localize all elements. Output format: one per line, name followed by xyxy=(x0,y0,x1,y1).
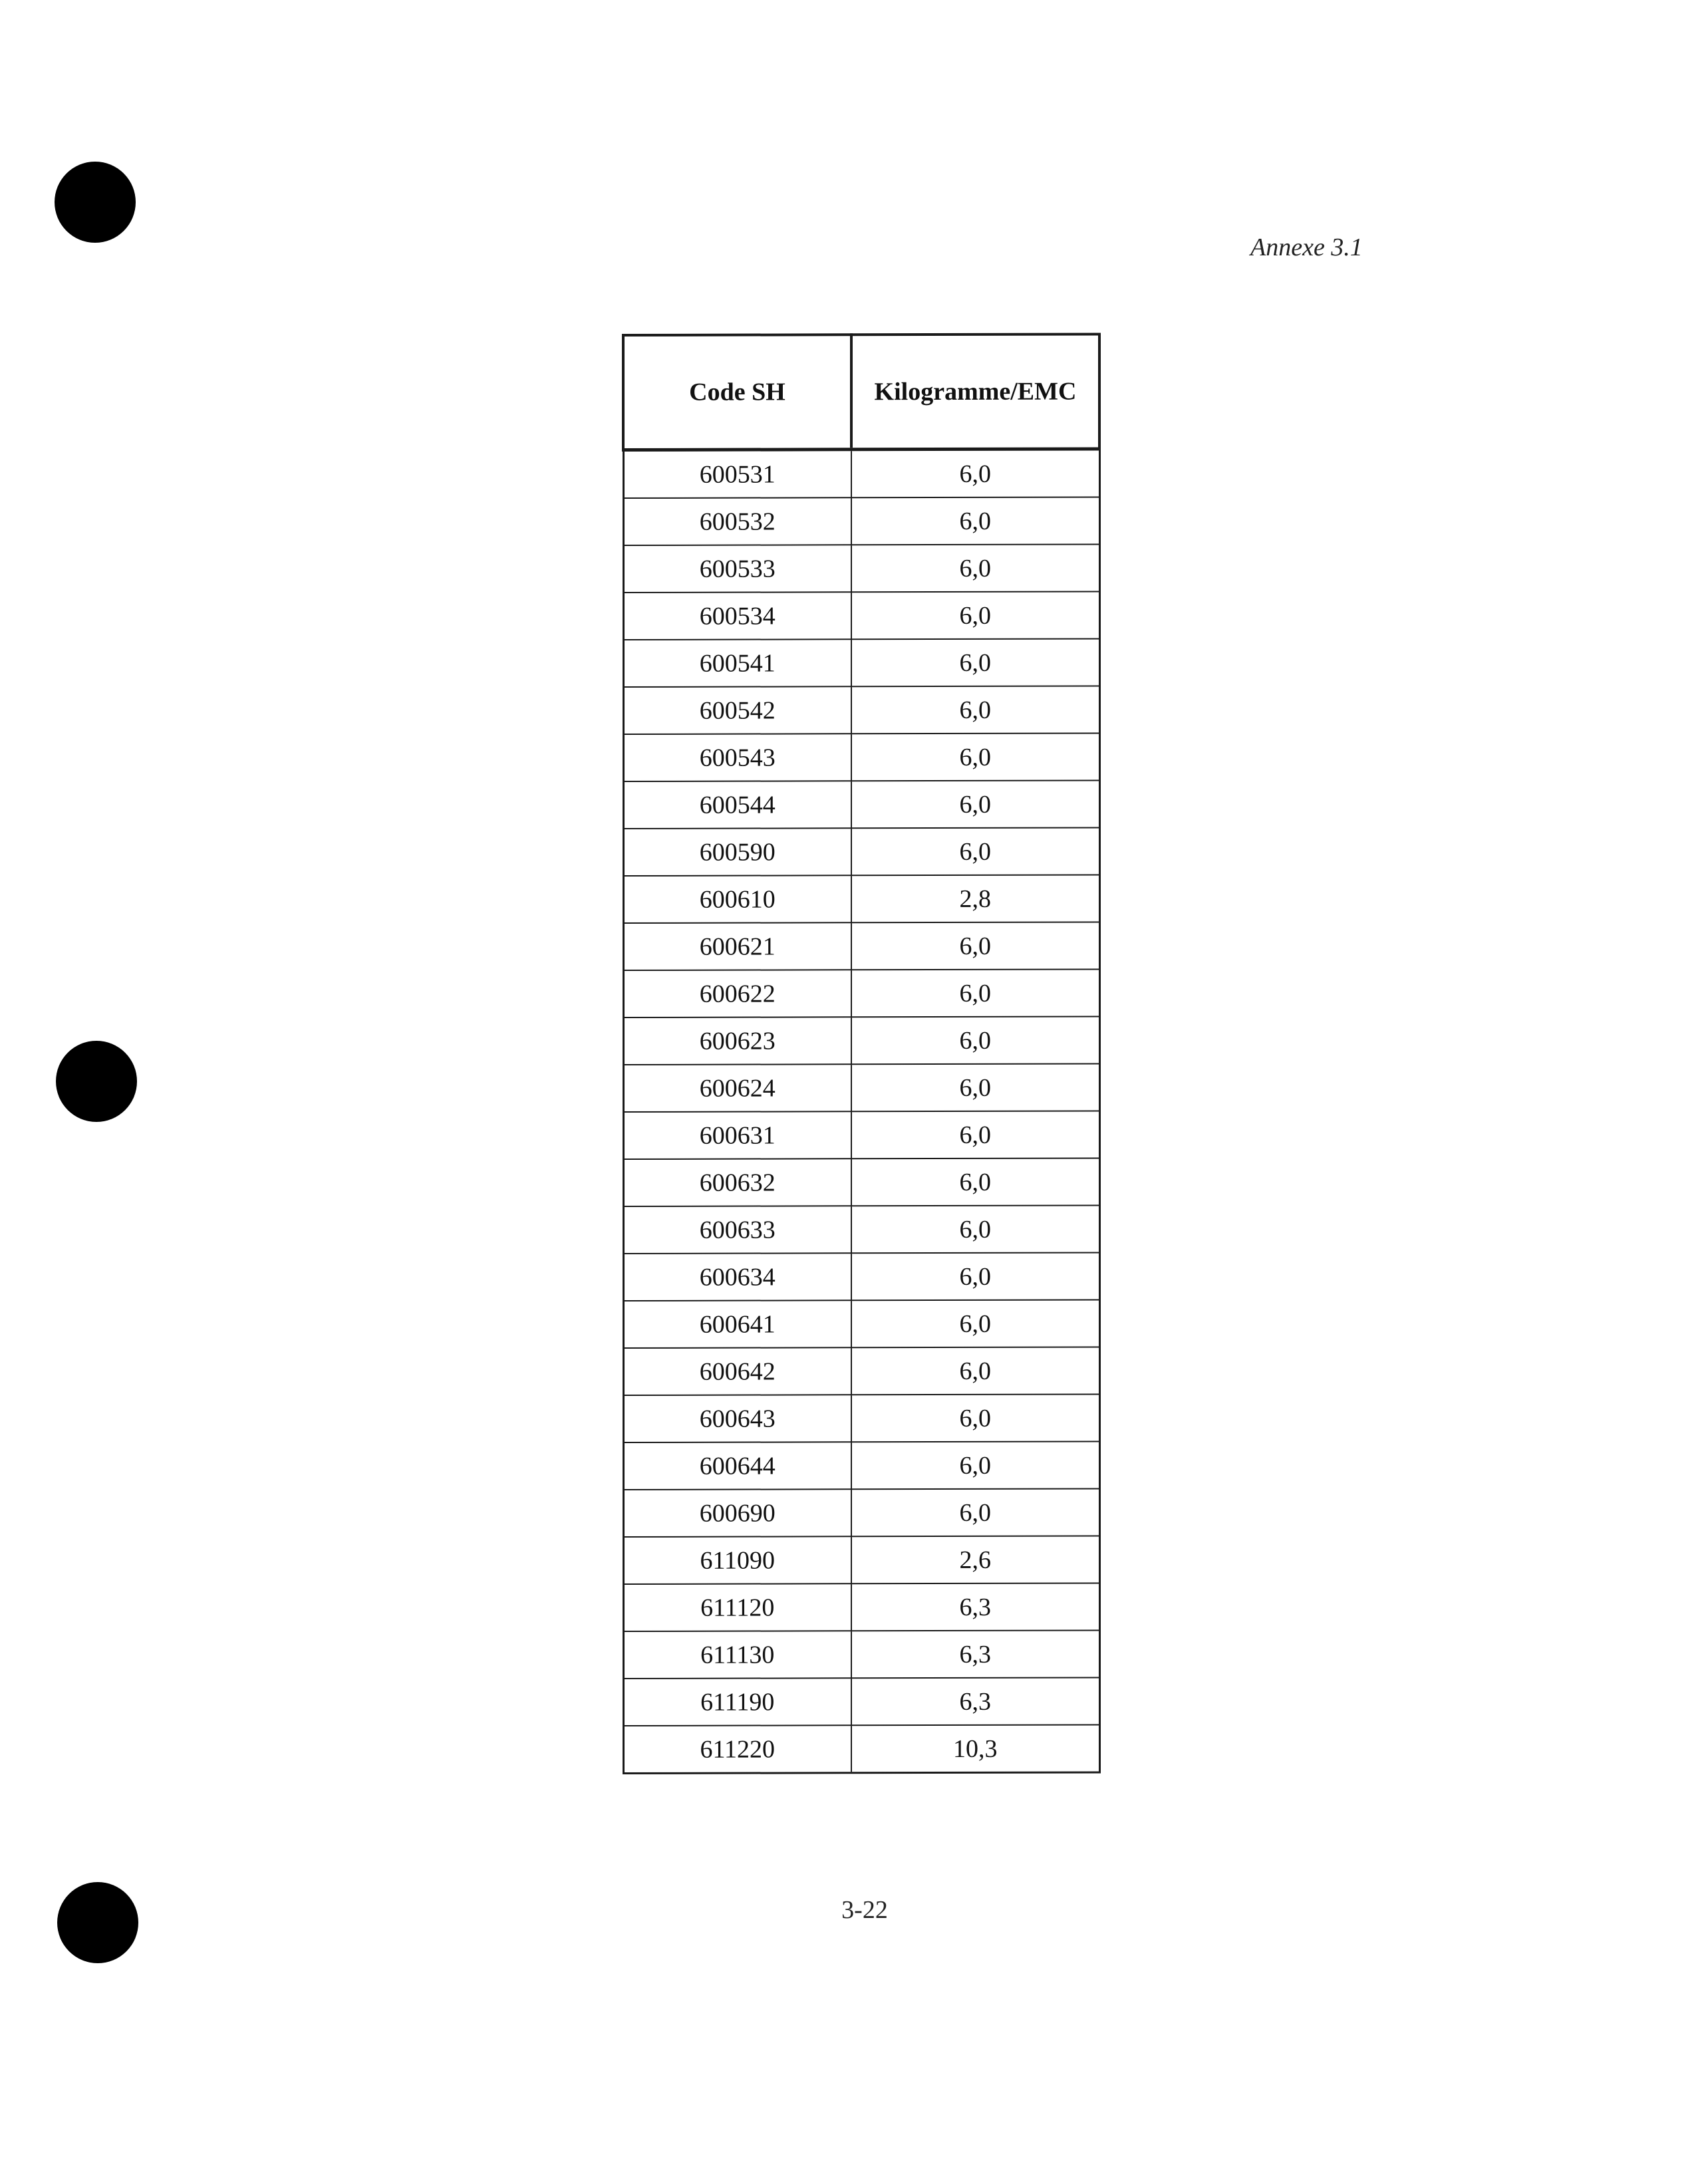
kilogram-per-emc-cell: 6,0 xyxy=(851,922,1099,970)
kilogram-per-emc-cell: 6,0 xyxy=(851,1441,1099,1489)
table-row xyxy=(623,544,1099,592)
table-row xyxy=(623,1441,1099,1489)
table-row xyxy=(623,1677,1099,1725)
hs-code-cell: 600590 xyxy=(623,828,851,876)
kilogram-per-emc-cell: 6,0 xyxy=(851,1299,1099,1347)
table-row xyxy=(623,1299,1099,1347)
table-row xyxy=(623,1488,1099,1536)
hs-code-cell: 600631 xyxy=(623,1111,851,1159)
page-number: 3-22 xyxy=(841,1896,888,1924)
table-row xyxy=(623,1158,1099,1206)
table-row xyxy=(623,1205,1099,1253)
table-row xyxy=(623,780,1099,828)
table-row xyxy=(623,1111,1099,1159)
hs-code-cell: 600534 xyxy=(623,592,851,640)
column-header-code: Code SH xyxy=(623,335,851,450)
hs-code-cell: 611090 xyxy=(623,1536,851,1584)
kilogram-per-emc-cell: 6,0 xyxy=(851,780,1099,828)
table-row xyxy=(623,969,1099,1017)
table-row xyxy=(623,733,1099,781)
hs-code-cell: 600622 xyxy=(623,970,851,1018)
hs-code-cell: 600623 xyxy=(623,1017,851,1065)
hs-code-cell: 600544 xyxy=(623,781,851,829)
hs-code-cell: 600634 xyxy=(623,1253,851,1301)
hs-code-cell: 611190 xyxy=(623,1678,851,1726)
table-row xyxy=(623,1724,1099,1773)
table-row xyxy=(623,449,1099,498)
kilogram-per-emc-cell: 6,0 xyxy=(851,1394,1099,1442)
kilogram-per-emc-cell: 6,0 xyxy=(851,591,1099,639)
hs-code-cell: 611220 xyxy=(623,1725,851,1773)
hs-code-cell: 600643 xyxy=(623,1395,851,1442)
hs-code-cell: 600633 xyxy=(623,1206,851,1254)
kilogram-per-emc-cell: 6,0 xyxy=(851,544,1099,592)
table-row xyxy=(623,1394,1099,1442)
hs-code-cell: 600543 xyxy=(623,734,851,781)
kilogram-per-emc-cell: 6,0 xyxy=(851,449,1099,497)
kilogram-per-emc-cell: 6,0 xyxy=(851,1111,1099,1159)
kilogram-per-emc-cell: 6,0 xyxy=(851,686,1099,734)
hs-code-cell: 600690 xyxy=(623,1489,851,1537)
table-row xyxy=(623,1347,1099,1395)
kilogram-per-emc-cell: 6,0 xyxy=(851,733,1099,781)
kilogram-per-emc-cell: 6,3 xyxy=(851,1677,1099,1725)
hs-code-cell: 600610 xyxy=(623,875,851,923)
table-row xyxy=(623,1583,1099,1631)
hs-code-cell: 600531 xyxy=(623,450,851,498)
kilogram-per-emc-cell: 6,0 xyxy=(851,1488,1099,1536)
hs-code-cell: 600541 xyxy=(623,639,851,687)
kilogram-per-emc-cell: 6,0 xyxy=(851,1252,1099,1300)
column-header-kilogram: Kilogramme/EMC xyxy=(851,334,1099,449)
kilogram-per-emc-cell: 2,6 xyxy=(851,1536,1099,1583)
table-row xyxy=(623,1536,1099,1583)
table-row xyxy=(623,591,1099,639)
punch-hole-bottom xyxy=(57,1882,138,1963)
kilogram-per-emc-cell: 6,0 xyxy=(851,1205,1099,1253)
kilogram-per-emc-cell: 6,0 xyxy=(851,827,1099,875)
punch-hole-middle xyxy=(56,1041,137,1122)
table-header-row xyxy=(623,334,1099,450)
kilogram-per-emc-cell: 6,0 xyxy=(851,1016,1099,1064)
hs-code-cell: 600644 xyxy=(623,1442,851,1490)
hs-code-cell: 600542 xyxy=(623,686,851,734)
table-row xyxy=(623,686,1099,734)
hs-code-table xyxy=(622,333,1101,1774)
hs-code-cell: 600632 xyxy=(623,1159,851,1206)
hs-code-cell: 600641 xyxy=(623,1300,851,1348)
kilogram-per-emc-cell: 6,0 xyxy=(851,1158,1099,1206)
kilogram-per-emc-cell: 6,0 xyxy=(851,638,1099,686)
hs-code-table-container xyxy=(622,333,1098,1774)
hs-code-cell: 611120 xyxy=(623,1583,851,1631)
kilogram-per-emc-cell: 6,0 xyxy=(851,1063,1099,1111)
table-row xyxy=(623,827,1099,875)
kilogram-per-emc-cell: 10,3 xyxy=(851,1724,1099,1772)
hs-code-cell: 600621 xyxy=(623,922,851,970)
kilogram-per-emc-cell: 6,3 xyxy=(851,1630,1099,1678)
table-row xyxy=(623,875,1099,922)
kilogram-per-emc-cell: 2,8 xyxy=(851,875,1099,922)
kilogram-per-emc-cell: 6,3 xyxy=(851,1583,1099,1631)
hs-code-cell: 600624 xyxy=(623,1064,851,1112)
kilogram-per-emc-cell: 6,0 xyxy=(851,1347,1099,1395)
table-row xyxy=(623,497,1099,545)
hs-code-cell: 600533 xyxy=(623,545,851,593)
table-row xyxy=(623,1063,1099,1111)
table-row xyxy=(623,922,1099,970)
table-row xyxy=(623,638,1099,686)
annex-label: Annexe 3.1 xyxy=(1250,233,1363,261)
punch-hole-top xyxy=(55,162,136,243)
table-row xyxy=(623,1252,1099,1300)
hs-code-cell: 611130 xyxy=(623,1631,851,1679)
kilogram-per-emc-cell: 6,0 xyxy=(851,969,1099,1017)
table-row xyxy=(623,1630,1099,1678)
table-row xyxy=(623,1016,1099,1064)
hs-code-cell: 600642 xyxy=(623,1347,851,1395)
hs-code-cell: 600532 xyxy=(623,497,851,545)
kilogram-per-emc-cell: 6,0 xyxy=(851,497,1099,545)
table-body xyxy=(623,449,1099,1773)
